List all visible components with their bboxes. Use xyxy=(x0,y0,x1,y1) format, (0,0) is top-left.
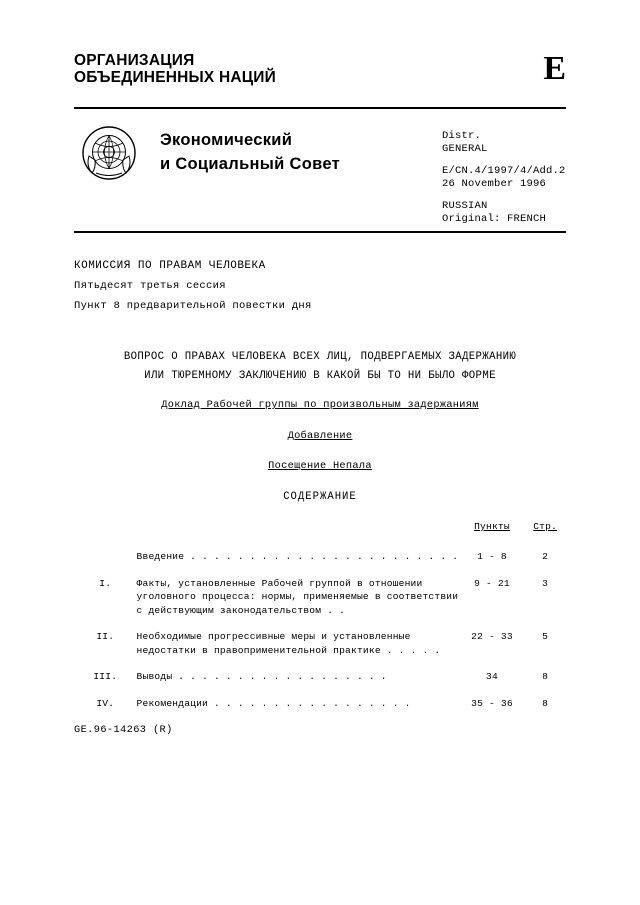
toc-numeral: IV. xyxy=(96,697,115,709)
table-row[interactable] xyxy=(74,670,566,697)
toc-header-pages-label: Стр. xyxy=(533,521,558,532)
document-symbol: E/CN.4/1997/4/Add.2 xyxy=(442,165,566,178)
document-original-language: Original: FRENCH xyxy=(442,212,547,225)
table-row[interactable] xyxy=(74,577,566,631)
document-language: RUSSIAN xyxy=(442,200,488,213)
council-title-line2: и Социальный Совет xyxy=(160,155,340,173)
table-row[interactable] xyxy=(74,697,566,724)
toc-entry-label: Необходимые прогрессивные меры и установленные недостатки в правоприменительной практике xyxy=(136,631,411,656)
document-title xyxy=(74,348,566,386)
toc-paragraphs: 9 - 21 xyxy=(474,577,510,589)
toc-leader-dots: . . . . . . . . . . . . . . . . . . xyxy=(178,671,387,682)
toc-header-numeral xyxy=(74,521,137,550)
toc-page: 2 xyxy=(542,551,549,562)
toc-entry-label: Факты, установленные Рабочей группой в отношении уголовного процесса: нормы, применяемые в соответствии с действующим законодательством xyxy=(136,577,459,616)
table-row[interactable] xyxy=(74,550,566,577)
table-row[interactable] xyxy=(74,630,566,670)
toc-numeral xyxy=(74,550,137,577)
document-date: 26 November 1996 xyxy=(442,177,547,190)
visit-subtitle-text: Посещение Непала xyxy=(268,460,372,472)
organization-name xyxy=(74,52,566,86)
masthead xyxy=(74,52,566,86)
contents-heading: СОДЕРЖАНИЕ xyxy=(283,491,357,503)
document-symbol-letter: E xyxy=(543,50,566,87)
council-title-line1: Экономический xyxy=(160,131,293,149)
report-subtitle xyxy=(74,399,566,411)
commission-name: КОМИССИЯ ПО ПРАВАМ ЧЕЛОВЕКА xyxy=(74,260,266,272)
toc-leader-dots: . . . . . . . . . . . . . . . . . . . . . . . xyxy=(190,551,459,562)
header-rule-bottom xyxy=(74,231,566,233)
council-header xyxy=(74,120,566,225)
toc-entry-label: Рекомендации xyxy=(136,697,209,709)
toc-numeral: I. xyxy=(99,577,112,589)
toc-paragraphs: 35 - 36 xyxy=(471,697,513,709)
toc-header-row xyxy=(74,521,566,550)
addendum-subtitle-text: Добавление xyxy=(287,430,353,442)
addendum-subtitle xyxy=(74,430,566,442)
header-rule-top xyxy=(74,107,566,109)
toc-entry-label: Введение xyxy=(136,551,185,562)
toc-entry-title xyxy=(137,550,460,577)
toc-entry-title xyxy=(137,697,460,724)
toc-header-pages xyxy=(524,521,566,550)
footer-job-number: GE.96-14263 (R) xyxy=(74,724,173,736)
toc-header-title xyxy=(137,521,460,550)
toc-entry-title xyxy=(137,670,460,697)
toc-entry-title xyxy=(137,577,460,631)
toc-page: 8 xyxy=(542,671,549,682)
council-title xyxy=(160,128,340,176)
table-of-contents xyxy=(74,521,566,723)
toc-paragraphs: 1 - 8 xyxy=(477,551,507,562)
document-title-line2: ИЛИ ТЮРЕМНОМУ ЗАКЛЮЧЕНИЮ В КАКОЙ БЫ ТО НИ БЫЛО ФОРМЕ xyxy=(144,370,496,382)
report-subtitle-text: Доклад Рабочей группы по произвольным задержаниям xyxy=(161,399,479,411)
organization-name-line2: ОБЪЕДИНЕННЫХ НАЦИЙ xyxy=(74,69,276,86)
commission-session: Пятьдесят третья сессия xyxy=(74,280,226,292)
distribution-block xyxy=(442,130,566,226)
toc-entry-label: Выводы xyxy=(136,671,173,682)
organization-name-line1: ОРГАНИЗАЦИЯ xyxy=(74,52,195,69)
toc-header-paragraphs xyxy=(460,521,525,550)
toc-header-paragraphs-label: Пункты xyxy=(474,521,510,532)
toc-numeral: III. xyxy=(93,671,118,682)
toc-page: 8 xyxy=(542,697,549,709)
distr-value: GENERAL xyxy=(442,142,488,155)
toc-leader-dots: . . . . . xyxy=(386,644,441,656)
toc-page: 3 xyxy=(542,577,549,589)
commission-agenda-item: Пункт 8 предварительной повестки дня xyxy=(74,300,312,312)
un-emblem-icon xyxy=(82,126,136,180)
toc-paragraphs: 22 - 33 xyxy=(471,631,513,642)
commission-block xyxy=(74,256,312,316)
toc-page: 5 xyxy=(542,631,549,642)
document-title-line1: ВОПРОС О ПРАВАХ ЧЕЛОВЕКА ВСЕХ ЛИЦ, ПОДВЕРГАЕМЫХ ЗАДЕРЖАНИЮ xyxy=(123,351,517,363)
toc-leader-dots: . . . . . . . . . . . . . . . . . xyxy=(214,697,411,709)
toc-numeral: II. xyxy=(96,631,115,642)
toc-entry-title xyxy=(137,630,460,670)
distr-label: Distr. xyxy=(442,130,482,142)
spacer-1 xyxy=(442,155,566,165)
toc-paragraphs: 34 xyxy=(486,671,498,682)
toc-leader-dots: . . xyxy=(327,604,346,616)
spacer-2 xyxy=(442,190,566,200)
visit-subtitle xyxy=(74,460,566,472)
